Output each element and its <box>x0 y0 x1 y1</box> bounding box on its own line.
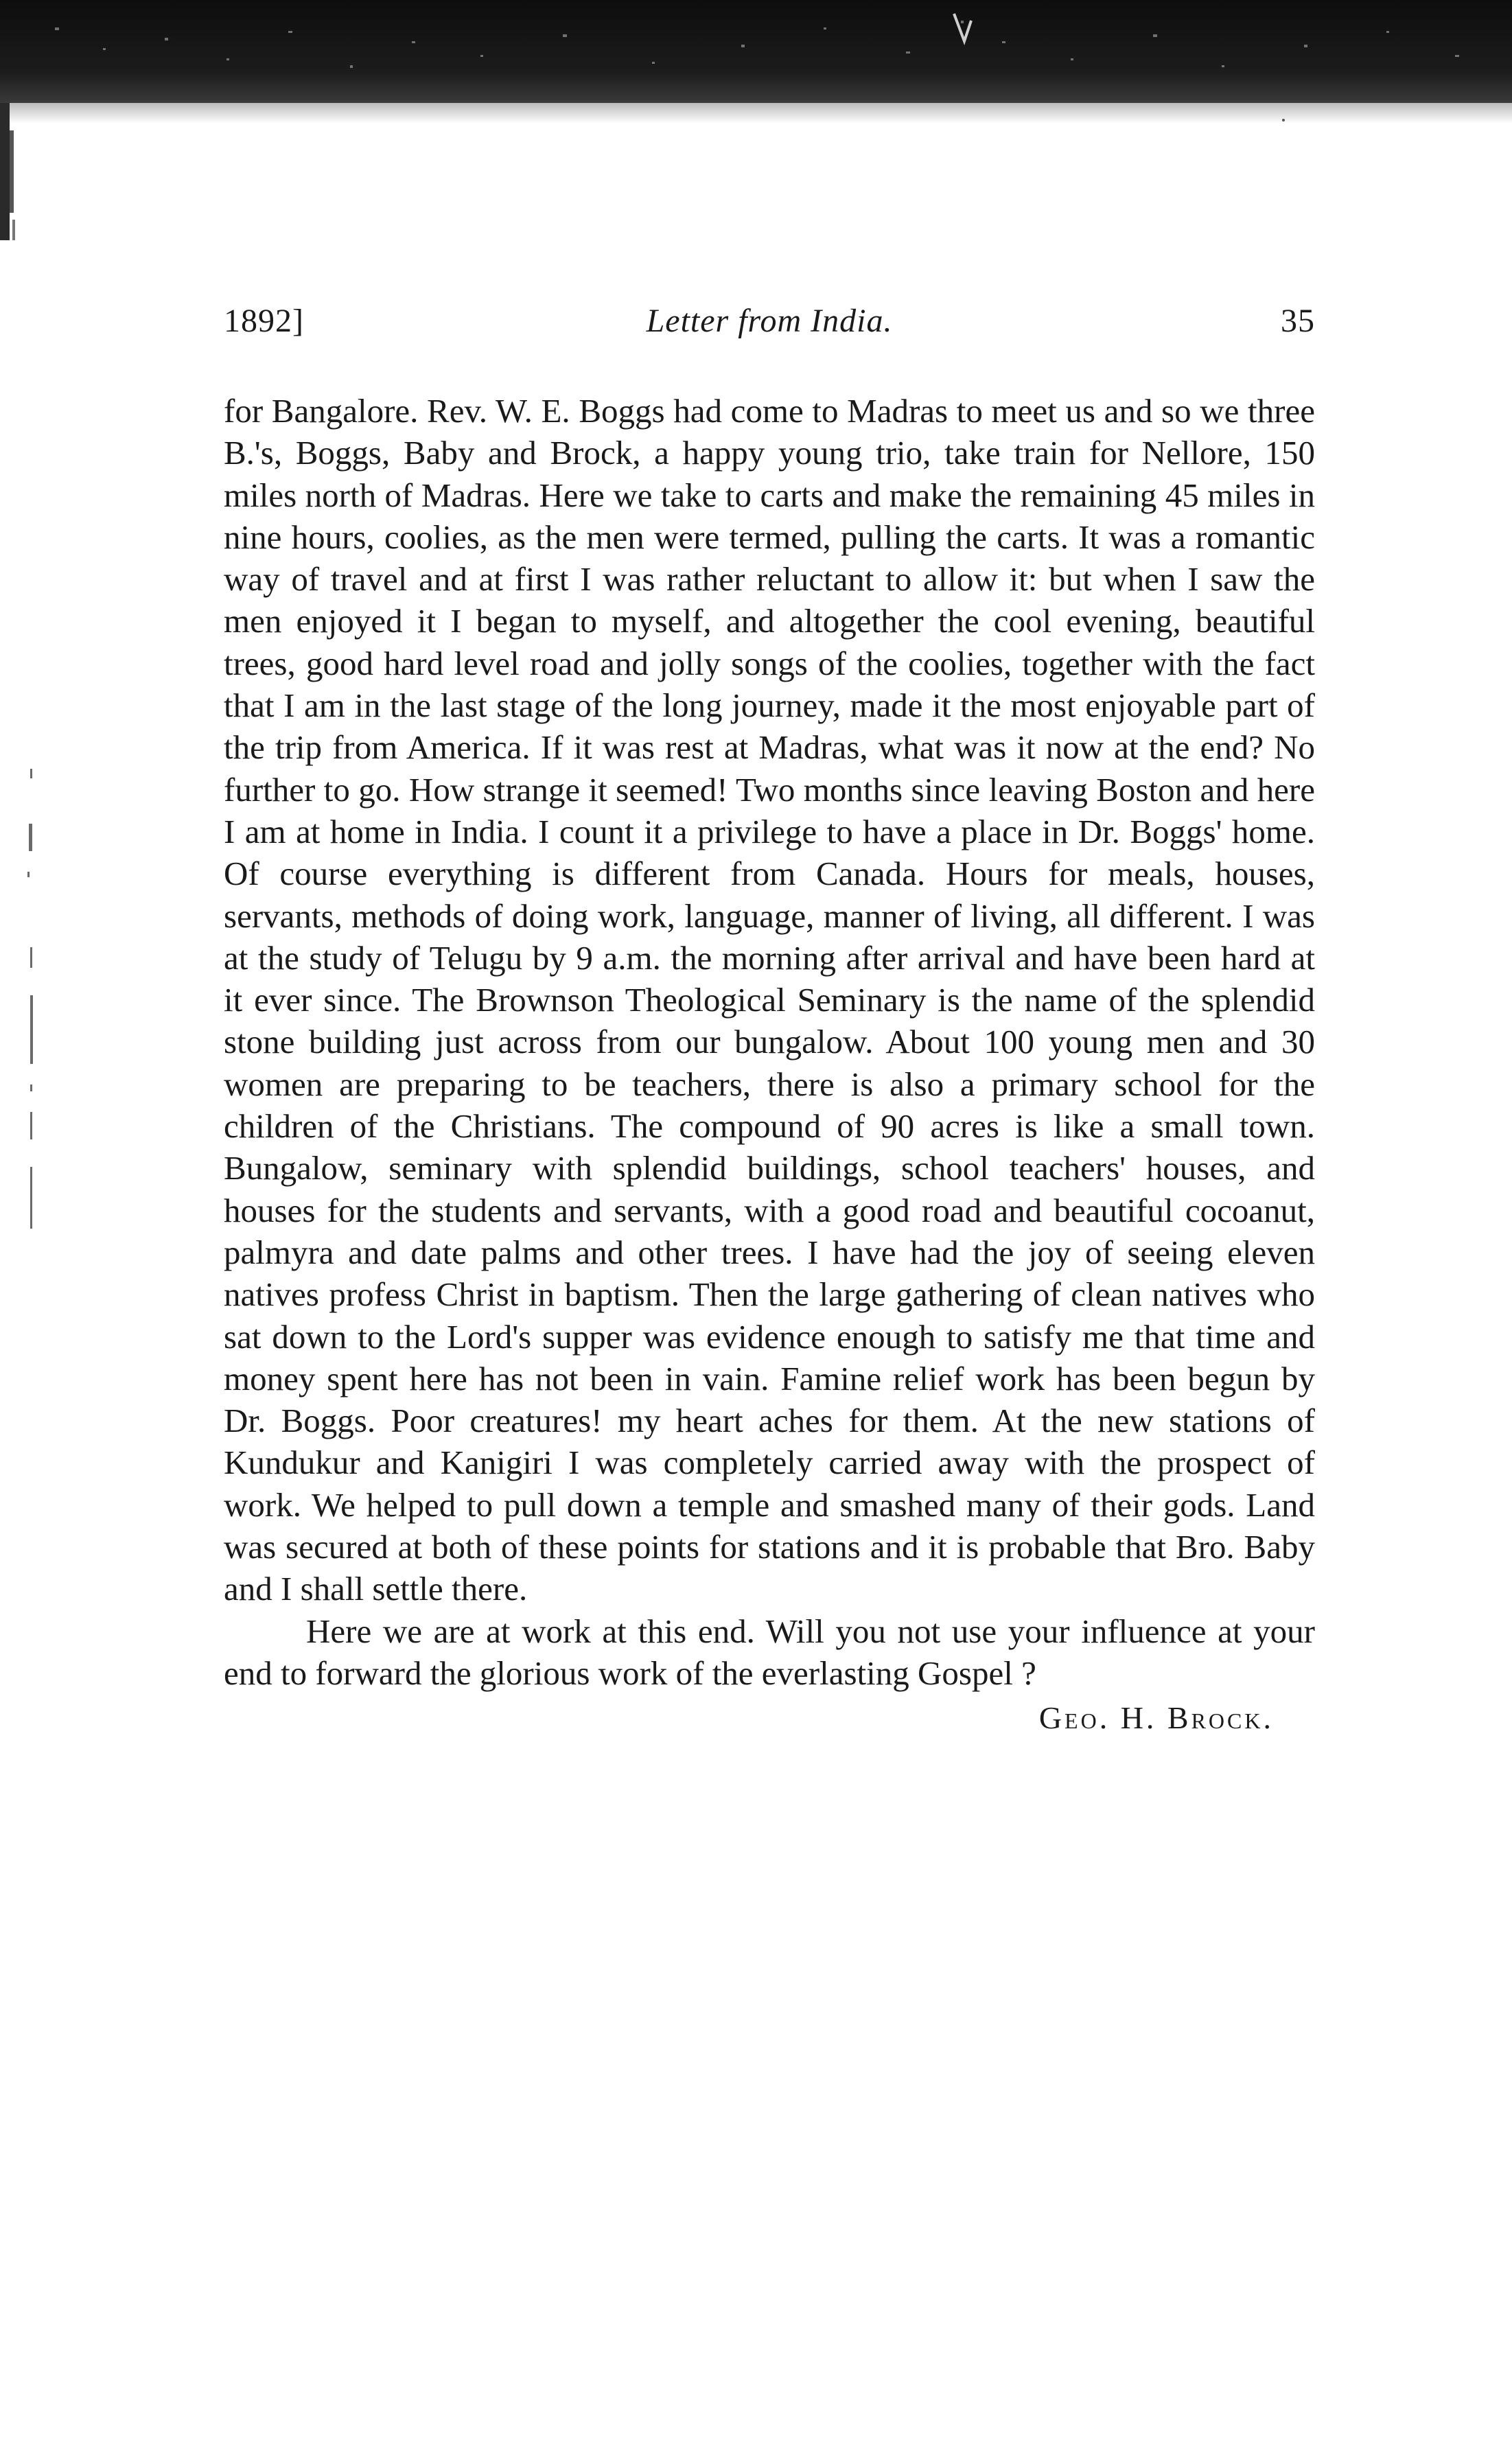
running-head-year: 1892] <box>224 303 304 339</box>
paragraph-2: Here we are at work at this end. Will you not use your influence at your end to forward the glorious work of the everlasting Gospel ? <box>224 1612 1315 1692</box>
page-number: 35 <box>1281 303 1315 339</box>
document-page <box>224 302 1315 1739</box>
scan-edge-marks <box>0 103 41 254</box>
signature: Geo. H. Brock. <box>1038 1700 1274 1736</box>
running-head-title: Letter from India. <box>646 303 893 339</box>
scan-noise <box>0 0 1512 124</box>
running-head <box>224 302 1315 357</box>
margin-marks <box>21 769 41 1455</box>
paragraph-1: for Bangalore. Rev. W. E. Boggs had come to Madras to meet us and so we three B.'s, Boggs, Baby and Brock, a happy young trio, take train for Nellore, 150 miles north of Madras. Here we take to carts and make the remaining 45 miles in nine hours, coolies, as the men were termed, pulling the carts. It was a romantic way of travel and at first I was rather reluctant to allow it: but when I saw the men enjoyed it I began to myself, and altogether the cool evening, beautiful trees, good hard level road and jolly songs of the coolies, together with the fact that I am in the last stage of the long journey, made it the most enjoyable part of the trip from America. If it was rest at Madras, what was it now at the end? No further to go. How strange it seemed! Two months since leaving Boston and here I am at home in India. I count it a privilege to have a place in Dr. Boggs' home. Of course everything is different from Canada. Hours for meals, houses, servants, methods of doing work, language, manner of living, all different. I was at the study of Telugu by 9 a.m. the morning after arrival and have been hard at it ever since. The Brownson Theological Seminary is the name of the splendid stone building just across from our bungalow. About 100 young men and 30 women are preparing to be teachers, there is also a primary school for the children of the Christians. The compound of 90 acres is like a small town. Bungalow, seminary with splendid buildings, school teachers' houses, and houses for the students and servants, with a good road and beautiful cocoanut, palmyra and date palms and other trees. I have had the joy of seeing eleven natives profess Christ in baptism. Then the large gathering of clean natives who sat down to the Lord's supper was evidence enough to satisfy me that time and money spent here has not been in vain. Famine relief work has been begun by Dr. Boggs. Poor creatures! my heart aches for them. At the new stations of Kundukur and Kanigiri I was completely carried away with the prospect of work. We helped to pull down a temple and smashed many of their gods. Land was secured at both of these points for stations and it is probable that Bro. Baby and I shall settle there. <box>224 392 1315 1608</box>
letter-body <box>224 390 1315 1739</box>
